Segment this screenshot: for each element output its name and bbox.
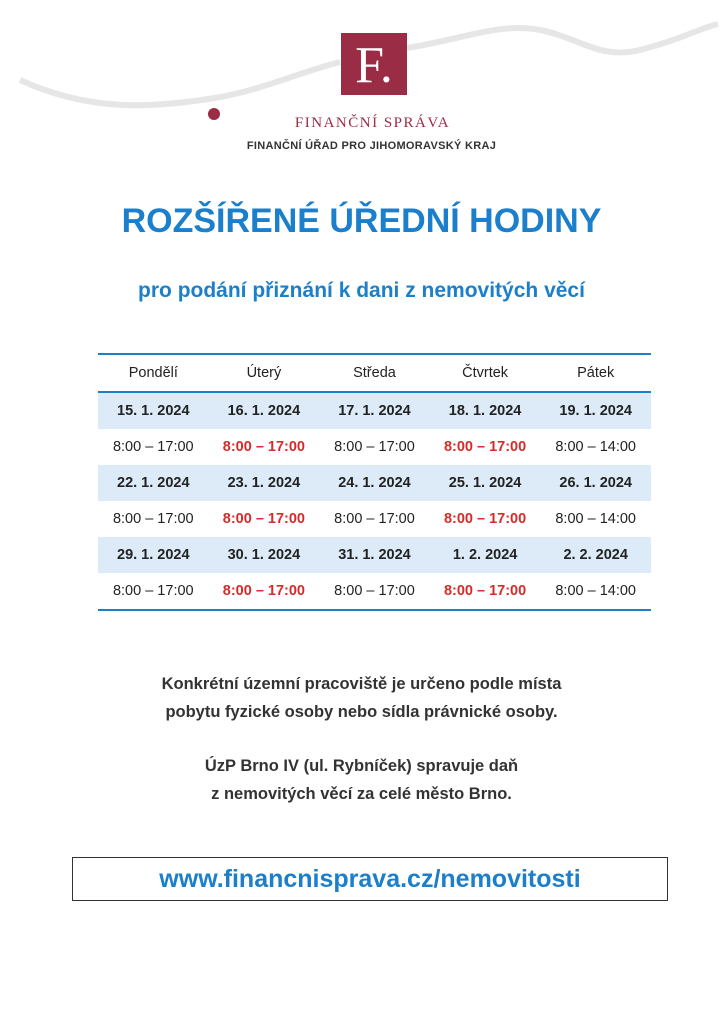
page-title: ROZŠÍŘENÉ ÚŘEDNÍ HODINY — [121, 202, 602, 240]
date-cell: 19. 1. 2024 — [540, 392, 651, 429]
hours-cell: 8:00 – 17:00 — [334, 511, 415, 527]
hours-cell: 8:00 – 17:00 — [98, 573, 209, 610]
hours-cell: 8:00 – 17:00 — [112, 511, 194, 527]
info-line: z nemovitých věcí za celé město Brno. — [211, 785, 512, 803]
day-header: Středa — [319, 354, 430, 392]
hours-row — [98, 573, 651, 610]
date-cell: 22. 1. 2024 — [98, 465, 209, 501]
hours-cell-highlighted: 8:00 – 17:00 — [209, 573, 320, 610]
date-cell: 29. 1. 2024 — [98, 537, 209, 573]
info-line: pobytu fyzické osoby nebo sídla právnické osoby. — [165, 703, 558, 721]
hours-cell-highlighted: 8:00 – 17:00 — [430, 573, 541, 610]
date-cell: 15. 1. 2024 — [98, 392, 209, 429]
date-cell: 18. 1. 2024 — [430, 392, 541, 429]
day-header: Pátek — [540, 354, 651, 392]
hours-cell: 8:00 – 17:00 — [112, 439, 194, 455]
date-cell: 23. 1. 2024 — [209, 465, 320, 501]
brand-name: FINANČNÍ SPRÁVA — [294, 115, 451, 131]
office-name: FINANČNÍ ÚŘAD PRO JIHOMORAVSKÝ KRAJ — [246, 140, 497, 152]
date-cell: 26. 1. 2024 — [540, 465, 651, 501]
info-line: ÚzP Brno IV (ul. Rybníček) spravuje daň — [204, 757, 519, 775]
info-line: Konkrétní územní pracoviště je určeno podle místa — [161, 675, 562, 693]
date-row — [98, 537, 651, 573]
hours-row — [98, 429, 651, 465]
date-cell: 25. 1. 2024 — [430, 465, 541, 501]
hours-cell: 8:00 – 14:00 — [555, 439, 636, 455]
info-paragraph-workplace — [0, 670, 723, 726]
office-hours-table — [98, 353, 651, 611]
date-cell: 17. 1. 2024 — [319, 392, 430, 429]
hours-cell: 8:00 – 17:00 — [334, 439, 415, 455]
date-cell: 1. 2. 2024 — [430, 537, 541, 573]
day-header: Pondělí — [98, 354, 209, 392]
date-row — [98, 392, 651, 429]
logo: F. — [341, 33, 407, 95]
hours-cell-highlighted: 8:00 – 17:00 — [443, 439, 527, 455]
hours-cell-highlighted: 8:00 – 17:00 — [222, 511, 305, 527]
info-paragraph-brno — [0, 752, 723, 808]
table-header-row — [98, 354, 651, 392]
page-subtitle: pro podání přiznání k dani z nemovitých věcí — [138, 279, 585, 302]
day-header: Čtvrtek — [430, 354, 541, 392]
date-row — [98, 465, 651, 501]
hours-cell: 8:00 – 14:00 — [555, 511, 636, 527]
website-url-link[interactable]: www.financnisprava.cz/nemovitosti — [72, 857, 668, 901]
hours-cell: 8:00 – 14:00 — [540, 573, 651, 610]
hours-cell: 8:00 – 17:00 — [319, 573, 430, 610]
date-cell: 31. 1. 2024 — [319, 537, 430, 573]
day-header: Úterý — [209, 354, 320, 392]
hours-row — [98, 501, 651, 537]
hours-cell-highlighted: 8:00 – 17:00 — [222, 439, 305, 455]
date-cell: 24. 1. 2024 — [319, 465, 430, 501]
hours-cell-highlighted: 8:00 – 17:00 — [443, 511, 527, 527]
date-cell: 2. 2. 2024 — [540, 537, 651, 573]
date-cell: 30. 1. 2024 — [209, 537, 320, 573]
date-cell: 16. 1. 2024 — [209, 392, 320, 429]
